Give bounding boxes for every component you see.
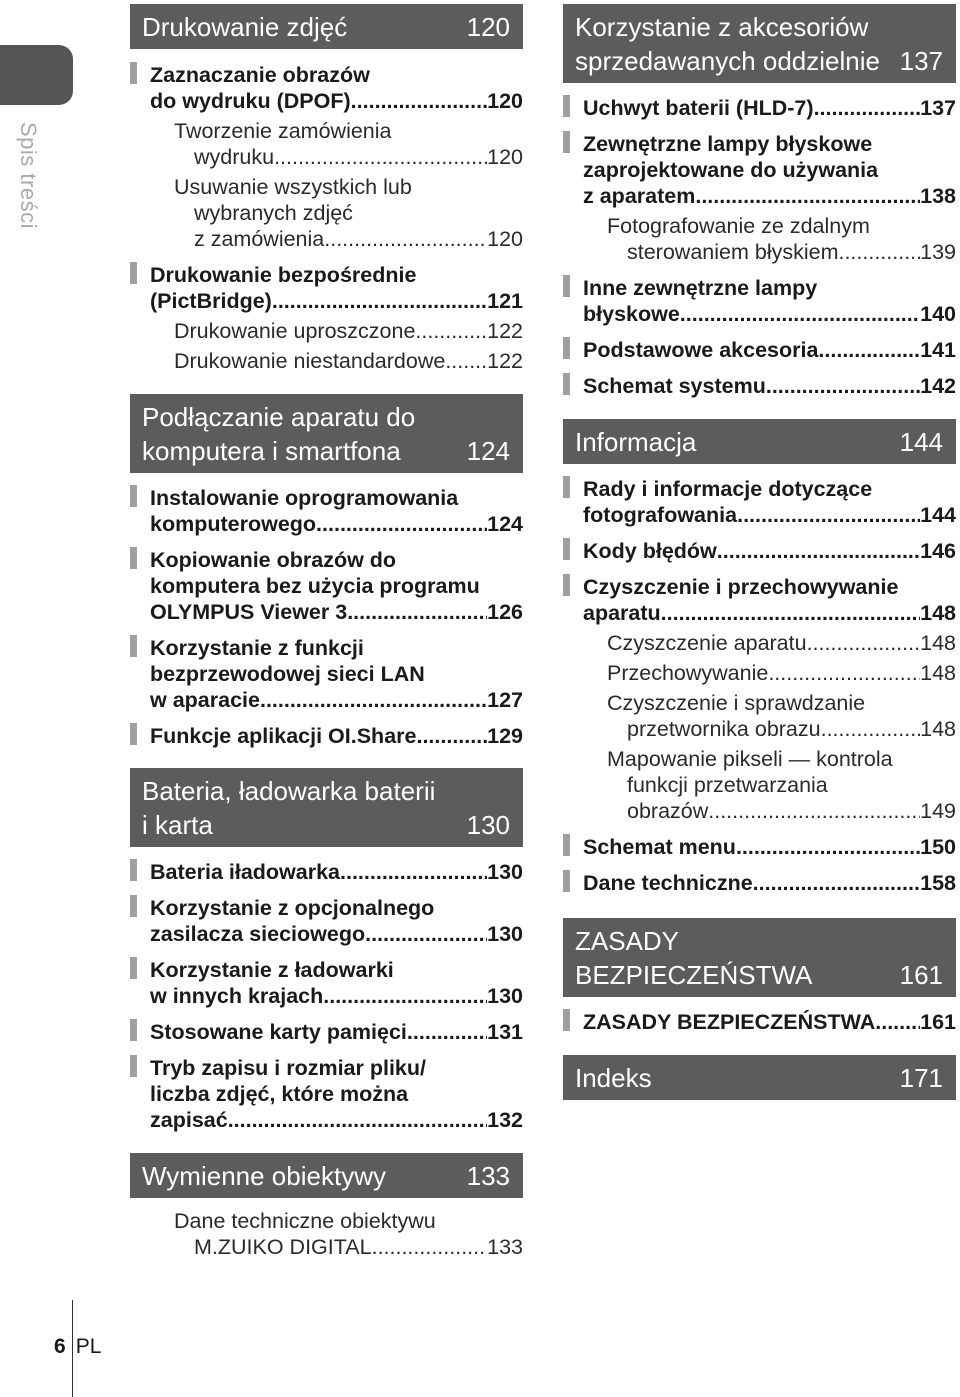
entry-line	[583, 301, 956, 327]
toc-entry[interactable]	[563, 275, 956, 327]
entry-text: Bateria iładowarka	[150, 860, 341, 884]
section-title: BEZPIECZEŃSTWA	[575, 960, 813, 990]
entry-text: Korzystanie z funkcji	[150, 636, 364, 660]
toc-subentry[interactable]	[563, 213, 956, 265]
section-page: 144	[899, 427, 943, 457]
entry-text: liczba zdjęć, które można	[150, 1082, 409, 1106]
section-header[interactable]	[130, 4, 523, 49]
entry-text: Dane techniczne obiektywu	[174, 1209, 436, 1233]
section-header[interactable]	[563, 1055, 956, 1100]
toc-entry[interactable]	[130, 485, 523, 537]
dot-leader	[875, 1009, 920, 1035]
entry-list	[130, 485, 523, 749]
entry-text: Funkcje aplikacji OI.Share	[150, 724, 417, 748]
toc-entry[interactable]	[130, 1019, 523, 1045]
entry-line	[607, 239, 956, 265]
entry-text: fotografowania	[583, 503, 738, 527]
entry-line	[583, 337, 956, 363]
entry-page: 148	[920, 631, 956, 655]
entry-text: M.ZUIKO DIGITAL	[194, 1235, 372, 1259]
entry-line	[150, 1107, 523, 1133]
entry-page: 122	[487, 319, 523, 343]
section-page: 130	[466, 810, 510, 840]
entry-text: Mapowanie pikseli — kontrola	[607, 747, 893, 771]
entry-text: obrazów	[627, 799, 709, 823]
entry-line	[174, 226, 523, 252]
dot-leader	[736, 834, 920, 860]
entry-text: Drukowanie bezpośrednie	[150, 263, 417, 287]
entry-text: Drukowanie uproszczone	[174, 319, 416, 343]
entry-text: Korzystanie z opcjonalnego	[150, 896, 435, 920]
entry-page: 130	[487, 860, 523, 884]
entry-page: 137	[920, 96, 956, 120]
entry-text: Dane techniczne	[583, 871, 753, 895]
entry-text: zapisać	[150, 1108, 228, 1132]
entry-line	[150, 511, 523, 537]
dot-leader	[372, 1234, 488, 1260]
entry-line	[150, 1019, 523, 1045]
entry-page: 131	[487, 1020, 523, 1044]
entry-line	[607, 630, 956, 656]
section-title: Drukowanie zdjęć	[142, 12, 348, 42]
entry-page: 120	[487, 145, 523, 169]
section-safety	[563, 918, 956, 1035]
section-header[interactable]	[563, 419, 956, 464]
entry-text: błyskowe	[583, 302, 680, 326]
toc-subentry[interactable]	[130, 348, 523, 374]
section-information	[563, 419, 956, 896]
dot-leader	[365, 921, 487, 947]
entry-line	[583, 834, 956, 860]
entry-text: Czyszczenie i przechowywanie	[583, 575, 899, 599]
entry-text: Tworzenie zamówienia	[174, 119, 392, 143]
dot-leader	[407, 1019, 487, 1045]
dot-leader	[838, 239, 920, 265]
entry-text: Fotografowanie ze zdalnym	[607, 214, 870, 238]
entry-line	[583, 538, 956, 564]
toc-subentry[interactable]	[130, 1208, 523, 1260]
section-index	[563, 1055, 956, 1100]
entry-line	[174, 318, 523, 344]
toc-entry[interactable]	[130, 1055, 523, 1133]
dot-leader	[316, 511, 487, 537]
section-header[interactable]	[563, 918, 956, 997]
section-printing	[130, 4, 523, 374]
dot-leader	[323, 983, 487, 1009]
entry-page: 148	[920, 601, 956, 625]
toc-entry[interactable]	[563, 834, 956, 860]
entry-page: 120	[487, 89, 523, 113]
entry-text: Inne zewnętrzne lampy	[583, 276, 818, 300]
entry-line	[150, 599, 523, 625]
toc-entry[interactable]	[130, 723, 523, 749]
entry-list	[130, 62, 523, 374]
entry-text: Rady i informacje dotyczące	[583, 477, 873, 501]
entry-line	[583, 502, 956, 528]
entry-page: 122	[487, 349, 523, 373]
entry-text: Tryb zapisu i rozmiar pliku/	[150, 1056, 426, 1080]
dot-leader	[324, 226, 487, 252]
entry-text: Korzystanie z ładowarki	[150, 958, 394, 982]
toc-entry[interactable]	[130, 895, 523, 947]
entry-page: 120	[487, 227, 523, 251]
section-header[interactable]	[563, 4, 956, 83]
language-code: PL	[75, 1335, 102, 1358]
entry-line	[583, 1009, 956, 1035]
section-page: 120	[466, 12, 510, 42]
toc-subentry[interactable]	[563, 690, 956, 742]
toc-entry[interactable]	[563, 337, 956, 363]
dot-leader	[416, 723, 487, 749]
toc-entry[interactable]	[563, 131, 956, 209]
entry-text: z zamówienia	[194, 227, 325, 251]
entry-line	[174, 348, 523, 374]
dot-leader	[821, 716, 921, 742]
entry-page: 124	[487, 512, 523, 536]
toc-entry[interactable]	[563, 1009, 956, 1035]
dot-leader	[737, 502, 920, 528]
toc-entry[interactable]	[130, 957, 523, 1009]
entry-page: 129	[487, 724, 523, 748]
entry-text: ZASADY BEZPIECZEŃSTWA	[583, 1010, 876, 1034]
entry-page: 148	[920, 661, 956, 685]
toc-subentry[interactable]	[563, 660, 956, 686]
entry-page: 149	[920, 799, 956, 823]
entry-list	[130, 1208, 523, 1260]
entry-page: 141	[920, 338, 956, 362]
entry-list	[563, 95, 956, 399]
toc-subentry[interactable]	[130, 174, 523, 252]
dot-leader	[340, 859, 487, 885]
entry-line	[607, 716, 956, 742]
section-page: 137	[899, 46, 943, 76]
entry-line	[174, 144, 523, 170]
entry-page: 148	[920, 717, 956, 741]
entry-line	[583, 373, 956, 399]
entry-text: Podstawowe akcesoria	[583, 338, 819, 362]
entry-list	[563, 476, 956, 896]
entry-text: do wydruku (DPOF)	[150, 89, 351, 113]
dot-leader	[260, 687, 487, 713]
entry-list	[563, 1009, 956, 1035]
entry-line	[583, 870, 956, 896]
toc-subentry[interactable]	[130, 318, 523, 344]
entry-page: 138	[920, 184, 956, 208]
entry-page: 121	[487, 289, 523, 313]
toc-entry[interactable]	[130, 859, 523, 885]
entry-text: Schemat menu	[583, 835, 736, 859]
entry-page: 126	[487, 600, 523, 624]
entry-text: Instalowanie oprogramowania	[150, 486, 459, 510]
entry-text: Zaznaczanie obrazów	[150, 63, 370, 87]
entry-text: Kody błędów	[583, 539, 717, 563]
dot-leader	[717, 538, 920, 564]
section-accessories	[563, 4, 956, 399]
toc-subentry[interactable]	[563, 630, 956, 656]
section-page: 171	[899, 1063, 943, 1093]
dot-leader	[228, 1107, 487, 1133]
entry-page: 158	[920, 871, 956, 895]
dot-leader	[274, 144, 487, 170]
entry-page: 139	[920, 240, 956, 264]
entry-text: Usuwanie wszystkich lub	[174, 175, 412, 199]
section-header[interactable]	[130, 1153, 523, 1198]
entry-text: Drukowanie niestandardowe	[174, 349, 446, 373]
section-title: Bateria, ładowarka baterii	[142, 776, 436, 806]
entry-page: 133	[487, 1235, 523, 1259]
section-title: Korzystanie z akcesoriów	[575, 12, 869, 42]
entry-text: zasilacza sieciowego	[150, 922, 366, 946]
section-page: 133	[466, 1161, 510, 1191]
toc-entry[interactable]	[563, 476, 956, 528]
entry-text: komputerowego	[150, 512, 317, 536]
section-page: 161	[899, 960, 943, 990]
toc-entry[interactable]	[563, 574, 956, 626]
entry-text: w aparacie	[150, 688, 260, 712]
section-title: ZASADY	[575, 926, 680, 956]
entry-page: 140	[920, 302, 956, 326]
section-title: komputera i smartfona	[142, 436, 401, 466]
entry-text: Zewnętrzne lampy błyskowe	[583, 132, 873, 156]
side-label: Spis treści	[16, 122, 41, 229]
section-header[interactable]	[130, 768, 523, 847]
dot-leader	[768, 660, 920, 686]
entry-page: 130	[487, 922, 523, 946]
section-title: sprzedawanych oddzielnie	[575, 46, 880, 76]
toc-entry[interactable]	[130, 262, 523, 314]
dot-leader	[814, 95, 921, 121]
entry-text: wydruku	[194, 145, 275, 169]
entry-text: Schemat systemu	[583, 374, 766, 398]
entry-text: (PictBridge)	[150, 289, 272, 313]
entry-text: bezprzewodowej sieci LAN	[150, 662, 425, 686]
toc-entry[interactable]	[563, 870, 956, 896]
entry-line	[607, 660, 956, 686]
entry-text: wybranych zdjęć	[194, 201, 353, 225]
toc-subentry[interactable]	[130, 118, 523, 170]
section-title: Indeks	[575, 1063, 652, 1093]
section-title: Podłączanie aparatu do	[142, 402, 416, 432]
dot-leader	[661, 600, 920, 626]
entry-line	[150, 859, 523, 885]
entry-text: Przechowywanie	[607, 661, 769, 685]
toc-entry[interactable]	[130, 62, 523, 114]
entry-text: aparatu	[583, 601, 661, 625]
dot-leader	[445, 348, 487, 374]
dot-leader	[695, 183, 920, 209]
section-lenses	[130, 1153, 523, 1260]
toc-entry[interactable]	[130, 635, 523, 713]
entry-text: przetwornika obrazu	[627, 717, 821, 741]
entry-page: 161	[920, 1010, 956, 1034]
dot-leader	[351, 88, 487, 114]
entry-line	[150, 288, 523, 314]
entry-line	[174, 1234, 523, 1260]
section-title: i karta	[142, 810, 213, 840]
entry-page: 146	[920, 539, 956, 563]
entry-text: w innych krajach	[150, 984, 324, 1008]
entry-text: Uchwyt baterii (HLD-7)	[583, 96, 814, 120]
entry-line	[150, 687, 523, 713]
toc-subentry[interactable]	[563, 746, 956, 824]
entry-text: zaprojektowane do używania	[583, 158, 879, 182]
entry-text: Czyszczenie i sprawdzanie	[607, 691, 866, 715]
entry-text: komputera bez użycia programu	[150, 574, 480, 598]
entry-page: 130	[487, 984, 523, 1008]
entry-list	[130, 859, 523, 1133]
page-footer	[54, 1335, 101, 1359]
entry-page: 142	[920, 374, 956, 398]
toc-entry[interactable]	[563, 538, 956, 564]
dot-leader	[680, 301, 920, 327]
dot-leader	[415, 318, 487, 344]
dot-leader	[753, 870, 920, 896]
entry-text: funkcji przetwarzania	[627, 773, 828, 797]
dot-leader	[708, 798, 920, 824]
section-page: 124	[466, 436, 510, 466]
dot-leader	[347, 599, 487, 625]
entry-text: sterowaniem błyskiem	[627, 240, 839, 264]
toc-entry[interactable]	[563, 373, 956, 399]
entry-page: 144	[920, 503, 956, 527]
dot-leader	[807, 630, 921, 656]
entry-text: Kopiowanie obrazów do	[150, 548, 397, 572]
toc-entry[interactable]	[563, 95, 956, 121]
entry-line	[607, 798, 956, 824]
dot-leader	[818, 337, 920, 363]
entry-line	[583, 95, 956, 121]
entry-line	[583, 183, 956, 209]
entry-text: Czyszczenie aparatu	[607, 631, 807, 655]
section-title: Wymienne obiektywy	[142, 1161, 386, 1191]
dot-leader	[272, 288, 487, 314]
section-title: Informacja	[575, 427, 697, 457]
entry-line	[583, 600, 956, 626]
side-tab	[0, 45, 73, 105]
entry-text: Stosowane karty pamięci	[150, 1020, 407, 1044]
section-header[interactable]	[130, 394, 523, 473]
toc-entry[interactable]	[130, 547, 523, 625]
section-battery	[130, 768, 523, 1133]
section-computer	[130, 394, 523, 749]
entry-line	[150, 921, 523, 947]
dot-leader	[766, 373, 920, 399]
entry-page: 150	[920, 835, 956, 859]
entry-text: OLYMPUS Viewer 3	[150, 600, 348, 624]
entry-line	[150, 88, 523, 114]
entry-page: 132	[487, 1108, 523, 1132]
page-number: 6	[54, 1335, 66, 1358]
entry-line	[150, 723, 523, 749]
entry-line	[150, 983, 523, 1009]
entry-text: z aparatem	[583, 184, 696, 208]
entry-page: 127	[487, 688, 523, 712]
